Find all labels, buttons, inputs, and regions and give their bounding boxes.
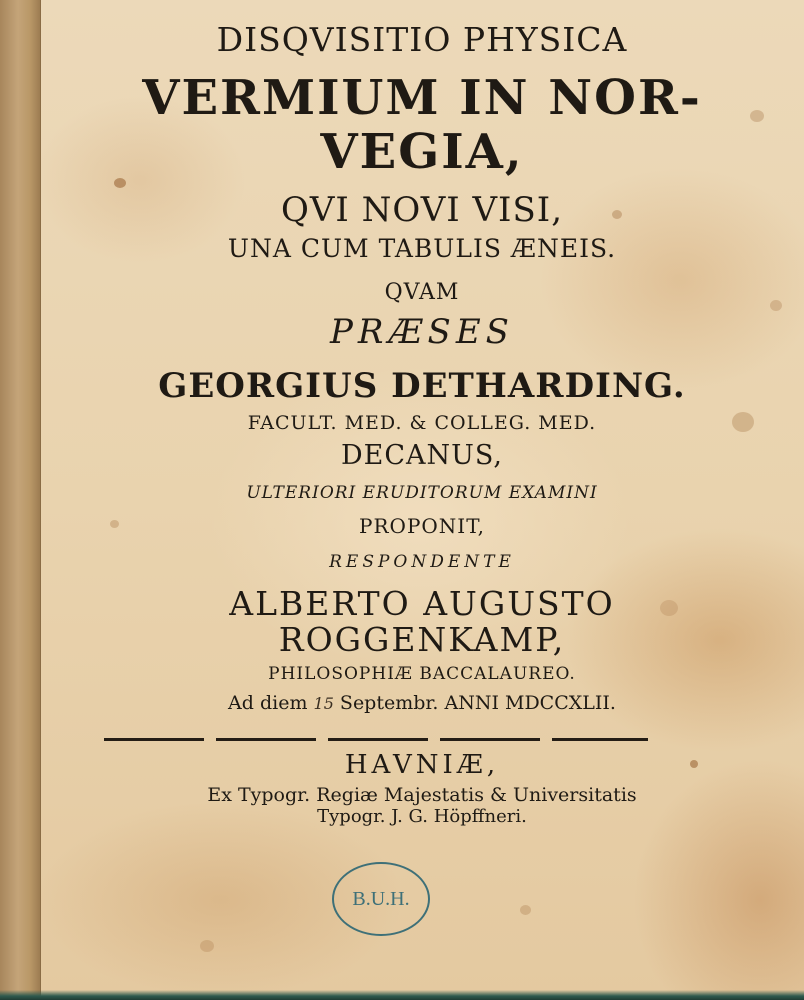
date-suffix: Septembr. ANNI MDCCXLII. [339,692,616,714]
divider-rule [552,738,648,741]
title-line-2: VERMIUM IN NOR- [142,70,702,126]
date-line [40,692,804,714]
praeses-line: PRÆSES [330,312,514,352]
author-faculty: FACULT. MED. & COLLEG. MED. [247,412,597,434]
divider-rule [328,738,428,741]
author-title: DECANUS, [340,440,503,471]
library-stamp [332,862,430,936]
examini-line: ULTERIORI ERUDITORUM EXAMINI [246,483,598,503]
date-prefix: Ad diem [228,692,308,714]
foxing-spot [520,905,531,915]
title-line-1: DISQVISITIO PHYSICA [216,20,628,59]
quam-line: QVAM [384,280,460,305]
divider-rule [216,738,316,741]
title-line-3: VEGIA, [320,124,524,180]
respondent-name-1: ALBERTO AUGUSTO [229,584,615,623]
foxing-spot [200,940,214,952]
binding-spine [0,0,41,1000]
title-line-4: QVI NOVI VISI, [281,190,563,230]
divider-rule [440,738,540,741]
divider-rule [104,738,204,741]
title-line-5: UNA CUM TABULIS ÆNEIS. [227,234,617,263]
respondente-line: RESPONDENTE [329,552,515,572]
printer-line-2: Typogr. J. G. Höpffneri. [317,806,527,827]
library-stamp-text: B.U.H. [352,887,410,910]
respondent-name-2: ROGGENKAMP, [278,620,566,659]
cover-edge [0,990,804,1000]
respondent-degree: PHILOSOPHIÆ BACCALAUREO. [268,664,576,684]
imprint-city: HAVNIÆ, [344,750,500,780]
proponit-line: PROPONIT, [359,514,485,538]
author-name: GEORGIUS DETHARDING. [158,366,686,406]
date-handwritten: 15 [313,694,334,713]
printer-line-1: Ex Typogr. Regiæ Majestatis & Universitatis [207,784,637,806]
